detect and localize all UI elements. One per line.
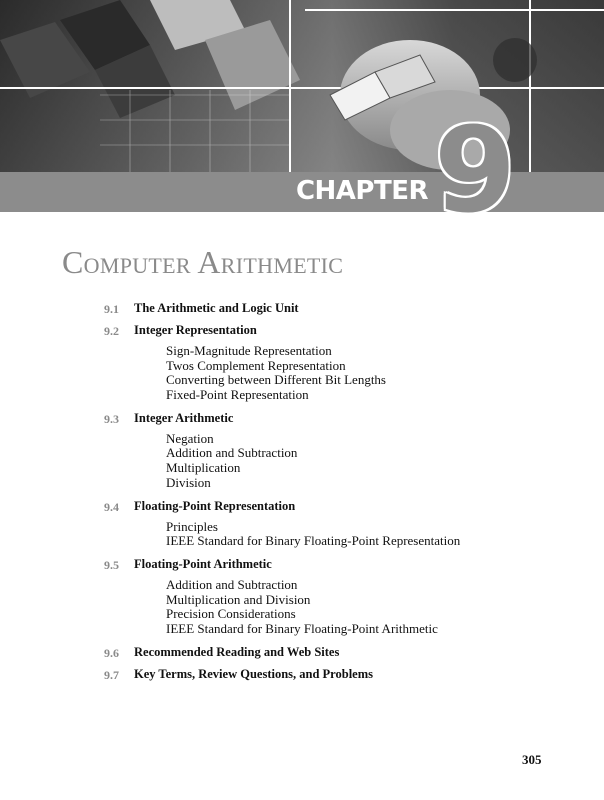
toc-section bbox=[0, 322, 604, 403]
toc-entry[interactable] bbox=[0, 498, 604, 520]
section-title: Floating-Point Representation bbox=[134, 498, 296, 513]
section-number: 9.6 bbox=[104, 645, 119, 660]
toc-entry[interactable] bbox=[0, 644, 604, 666]
section-number: 9.2 bbox=[104, 324, 119, 338]
subsection-item[interactable]: Addition and Subtraction bbox=[166, 576, 298, 592]
section-title: Floating-Point Arithmetic bbox=[134, 556, 272, 571]
chapter-title: Computer Arithmetic bbox=[62, 244, 344, 280]
chapter-label: CHAPTER bbox=[295, 176, 428, 206]
section-number: 9.5 bbox=[104, 557, 119, 572]
toc-entry[interactable] bbox=[0, 410, 604, 432]
section-title: Integer Arithmetic bbox=[134, 410, 234, 425]
section-title: Integer Representation bbox=[134, 323, 257, 337]
table-of-contents bbox=[0, 300, 604, 688]
section-number: 9.3 bbox=[104, 411, 119, 426]
subsection-list bbox=[0, 344, 604, 403]
toc-section bbox=[0, 300, 604, 322]
subsection-item[interactable]: Negation bbox=[166, 430, 214, 446]
subsection-item[interactable]: Fixed-Point Representation bbox=[166, 387, 309, 403]
page-number: 305 bbox=[522, 752, 542, 767]
section-number: 9.4 bbox=[104, 499, 119, 514]
subsection-item[interactable]: Converting between Different Bit Lengths bbox=[166, 372, 386, 388]
subsection-list bbox=[0, 520, 604, 549]
subsection-item[interactable]: Twos Complement Representation bbox=[166, 357, 346, 373]
section-title: Key Terms, Review Questions, and Problems bbox=[134, 666, 374, 681]
subsection-item[interactable]: Division bbox=[166, 474, 211, 490]
subsection-item[interactable]: IEEE Standard for Binary Floating-Point Representation bbox=[166, 533, 461, 549]
toc-entry[interactable] bbox=[0, 300, 604, 322]
section-number: 9.7 bbox=[104, 667, 119, 682]
toc-entry[interactable] bbox=[0, 322, 604, 344]
subsection-item[interactable]: Precision Considerations bbox=[166, 606, 296, 622]
subsection-item[interactable]: Principles bbox=[166, 518, 218, 534]
toc-section bbox=[0, 666, 604, 688]
subsection-item[interactable]: Multiplication bbox=[166, 460, 241, 476]
section-title: Recommended Reading and Web Sites bbox=[134, 644, 340, 659]
subsection-item[interactable]: Addition and Subtraction bbox=[166, 445, 298, 461]
toc-section bbox=[0, 498, 604, 549]
toc-section bbox=[0, 644, 604, 666]
toc-section bbox=[0, 410, 604, 491]
section-number: 9.1 bbox=[104, 302, 119, 316]
section-title: The Arithmetic and Logic Unit bbox=[134, 301, 299, 315]
toc-section bbox=[0, 556, 604, 637]
chapter-number: 9 bbox=[434, 101, 517, 239]
subsection-item[interactable]: IEEE Standard for Binary Floating-Point Arithmetic bbox=[166, 620, 438, 636]
subsection-item[interactable]: Sign-Magnitude Representation bbox=[166, 343, 332, 358]
toc-entry[interactable] bbox=[0, 556, 604, 578]
subsection-item[interactable]: Multiplication and Division bbox=[166, 591, 311, 607]
subsection-list bbox=[0, 578, 604, 637]
subsection-list bbox=[0, 432, 604, 491]
toc-entry[interactable] bbox=[0, 666, 604, 688]
